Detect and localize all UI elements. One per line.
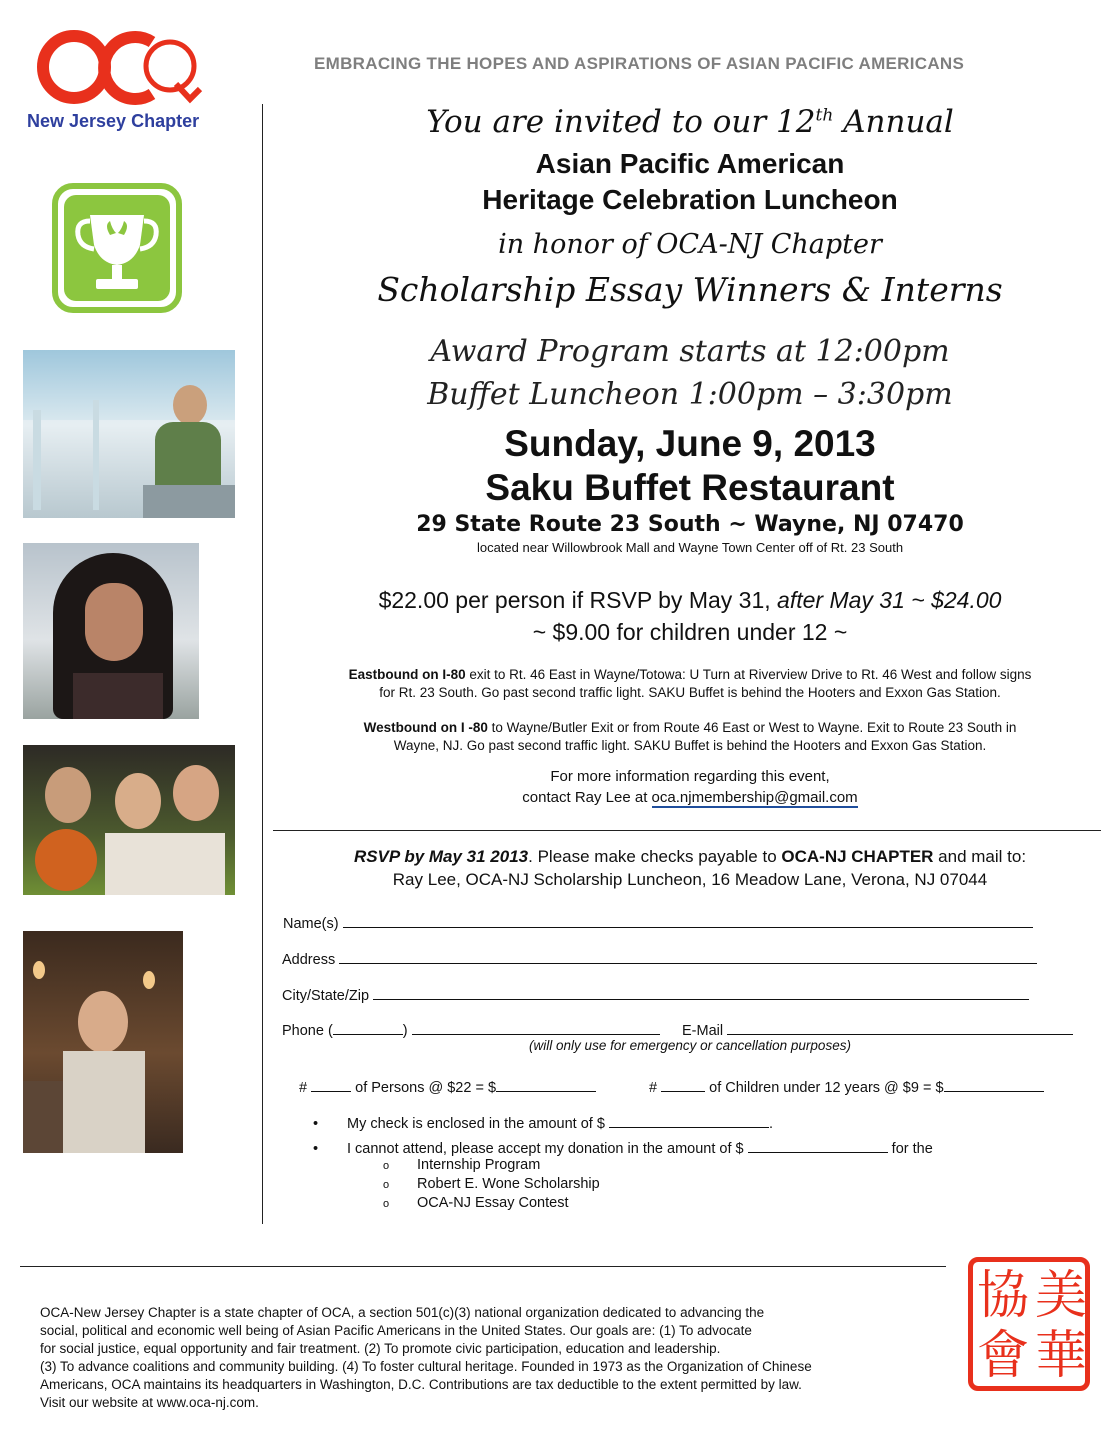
- donation-option[interactable]: o Robert E. Wone Scholarship: [383, 1176, 600, 1192]
- photo-woman-chair: [23, 931, 183, 1153]
- donation-amount-blank[interactable]: [748, 1138, 888, 1153]
- price-line2: ~ $9.00 for children under 12 ~: [532, 619, 848, 645]
- names-field[interactable]: [283, 913, 1033, 932]
- phone-field[interactable]: Phone ( ): [282, 1020, 660, 1039]
- trophy-icon: [52, 183, 182, 313]
- tagline: EMBRACING THE HOPES AND ASPIRATIONS OF ASIAN PACIFIC AMERICANS: [314, 54, 965, 73]
- children-count-blank[interactable]: [661, 1077, 705, 1092]
- price-line1: $22.00 per person if RSVP by May 31, after May 31 ~ $24.00: [378, 587, 1002, 613]
- footer-divider: [20, 1266, 946, 1267]
- winners-line: Scholarship Essay Winners & Interns: [377, 270, 1003, 309]
- rsvp-mailing-address: Ray Lee, OCA-NJ Scholarship Luncheon, 16 Meadow Lane, Verona, NJ 07044: [392, 870, 988, 889]
- city-field[interactable]: [282, 985, 1029, 1004]
- bullet-icon: •: [313, 1141, 319, 1157]
- buffet-time: Buffet Luncheon 1:00pm – 3:30pm: [427, 377, 953, 412]
- venue-address: 29 State Route 23 South ~ Wayne, NJ 07470: [416, 512, 964, 537]
- city-blank[interactable]: [373, 985, 1029, 1000]
- footer-text: OCA-New Jersey Chapter is a state chapter of OCA, a section 501(c)(3) national organization dedicated to advancing the social, political and economic well being of Asian Pacific Americans in the United States. Our goals are: (1) To advocate for social justice, equal opportunity and fair treatment. (2) To promote civic participation, education and leadership. (3) To advance coalitions and community building. (4) To foster cultural heritage. Founded in 1973 as the Organization of Chinese Americans, OCA maintains its headquarters in Washington, D.C. Contributions are tax deductible to the extent permitted by law. Visit our website at www.oca-nj.com.: [40, 1305, 812, 1410]
- circle-bullet-icon: o: [383, 1160, 390, 1172]
- photo-group-basketball: [23, 745, 235, 895]
- phone-number-blank[interactable]: [412, 1020, 660, 1035]
- persons-amount-blank[interactable]: [496, 1077, 596, 1092]
- chapter-name: New Jersey Chapter: [27, 111, 200, 131]
- address-label: Address: [282, 952, 336, 968]
- directions-eastbound: Eastbound on I-80 exit to Rt. 46 East in Wayne/Totowa: U Turn at Riverview Drive to Rt. 46 West and follow signs for Rt. 23 South. Go past second traffic light. SAKU Buffet is behind the Hooters and Exxon Gas Station.: [348, 667, 1032, 700]
- circle-bullet-icon: o: [383, 1198, 390, 1210]
- names-label: Name(s): [283, 916, 339, 932]
- persons-count-blank[interactable]: [311, 1077, 351, 1092]
- address-field[interactable]: [282, 949, 1037, 968]
- check-enclosed-item[interactable]: • My check is enclosed in the amount of $ .: [313, 1113, 773, 1132]
- award-time: Award Program starts at 12:00pm: [430, 334, 950, 369]
- event-title-line1: Asian Pacific American: [535, 148, 845, 179]
- event-date: Sunday, June 9, 2013: [504, 423, 876, 464]
- email-label: E-Mail: [682, 1023, 724, 1039]
- donation-option[interactable]: o OCA-NJ Essay Contest: [383, 1195, 569, 1211]
- photo-woman-portrait: [23, 543, 199, 719]
- photo-man-seated: [23, 350, 235, 518]
- phone-area-blank[interactable]: [333, 1020, 403, 1035]
- donation-item[interactable]: • I cannot attend, please accept my donation in the amount of $ for the: [313, 1138, 933, 1157]
- circle-bullet-icon: o: [383, 1179, 390, 1191]
- oca-logo: [30, 20, 210, 120]
- chinese-seal-stamp: 美 協 華 會: [968, 1257, 1090, 1391]
- event-title-line2: Heritage Celebration Luncheon: [482, 184, 898, 215]
- honor-line: in honor of OCA-NJ Chapter: [498, 229, 882, 260]
- donation-options: [383, 1156, 600, 1213]
- children-amount-blank[interactable]: [944, 1077, 1044, 1092]
- more-info: For more information regarding this event, contact Ray Lee at oca.njmembership@gmail.com: [522, 768, 858, 806]
- bullet-icon: •: [313, 1116, 319, 1132]
- invite-heading: You are invited to our 12th Annual: [426, 104, 954, 140]
- check-amount-blank[interactable]: [609, 1113, 769, 1128]
- persons-field[interactable]: # of Persons @ $22 = $: [299, 1077, 596, 1096]
- names-blank[interactable]: [343, 913, 1033, 928]
- rsvp-divider: [273, 830, 1101, 831]
- email-blank[interactable]: [727, 1020, 1073, 1035]
- venue-name: Saku Buffet Restaurant: [485, 467, 895, 508]
- venue-location-note: located near Willowbrook Mall and Wayne Town Center off of Rt. 23 South: [476, 540, 904, 555]
- donation-option[interactable]: o Internship Program: [383, 1157, 541, 1173]
- children-field[interactable]: # of Children under 12 years @ $9 = $: [649, 1077, 1044, 1096]
- directions-westbound: Westbound on I -80 to Wayne/Butler Exit or from Route 46 East or West to Wayne. Exit to Route 23 South in Wayne, NJ. Go past second traffic light. SAKU Buffet is behind the Hooters and Exxon Gas Station.: [363, 720, 1017, 753]
- city-label: City/State/Zip: [282, 988, 370, 1004]
- phone-label: Phone (: [282, 1023, 333, 1039]
- address-blank[interactable]: [339, 949, 1037, 964]
- email-note: (will only use for emergency or cancellation purposes): [529, 1038, 851, 1053]
- rsvp-line1: RSVP by May 31 2013. Please make checks payable to OCA-NJ CHAPTER and mail to:: [353, 847, 1027, 866]
- email-field[interactable]: [682, 1020, 1073, 1039]
- contact-email-link[interactable]: oca.njmembership@gmail.com: [651, 789, 858, 806]
- vertical-divider: [262, 104, 263, 1224]
